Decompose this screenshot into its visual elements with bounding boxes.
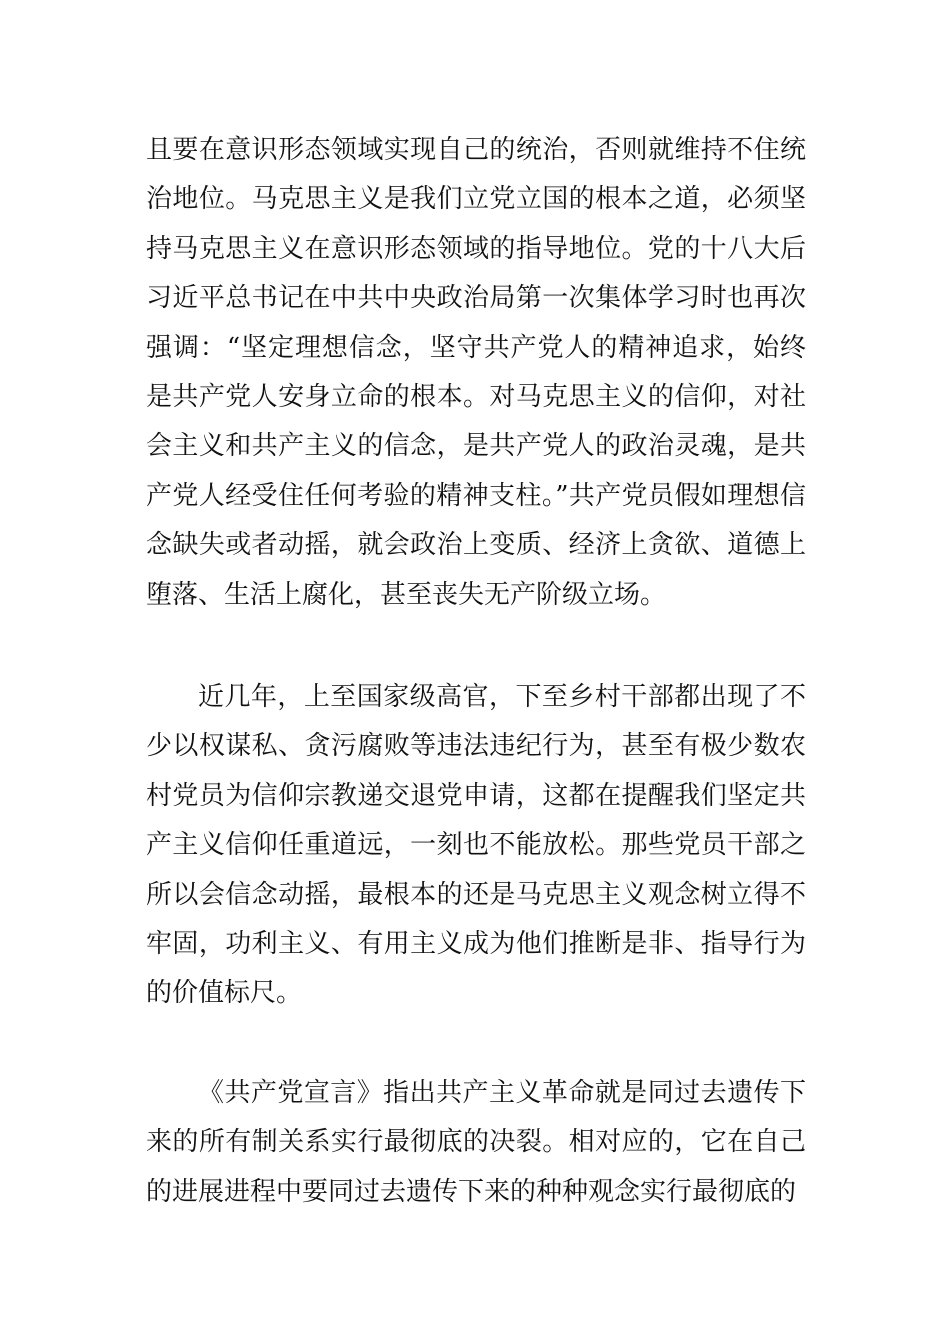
paragraph-cadre-conduct: 近几年，上至国家级高官，下至乡村干部都出现了不少以权谋私、贪污腐败等违法违纪行为，甚至有极少数农村党员为信仰宗教递交退党申请，这都在提醒我们坚定共产主义信仰任重道远，一刻也不能放松。那些党员干部之所以会信念动摇，最根本的还是马克思主义观念树立得不牢固，功利主义、有用主义成为他们推断是非、指导行为的价值标尺。 — [146, 682, 806, 1009]
paragraph-communist-manifesto: 《共产党宣言》指出共产主义革命就是同过去遗传下来的所有制关系实行最彻底的决裂。相对应的，它在自己的进展进程中要同过去遗传下来的种种观念实行最彻底的 — [146, 1078, 806, 1207]
paragraph-ideology-guidance: 且要在意识形态领域实现自己的统治，否则就维持不住统治地位。马克思主义是我们立党立国的根本之道，必须坚持马克思主义在意识形态领域的指导地位。党的十八大后习近平总书记在中共中央政治局第一次集体学习时也再次强调：“坚定理想信念，坚守共产党人的精神追求，始终是共产党人安身立命的根本。对马克思主义的信仰，对社会主义和共产主义的信念，是共产党人的政治灵魂，是共产党人经受住任何考验的精神支柱。”共产党员假如理想信念缺失或者动摇，就会政治上变质、经济上贪欲、道德上堕落、生活上腐化，甚至丧失无产阶级立场。 — [146, 135, 806, 610]
